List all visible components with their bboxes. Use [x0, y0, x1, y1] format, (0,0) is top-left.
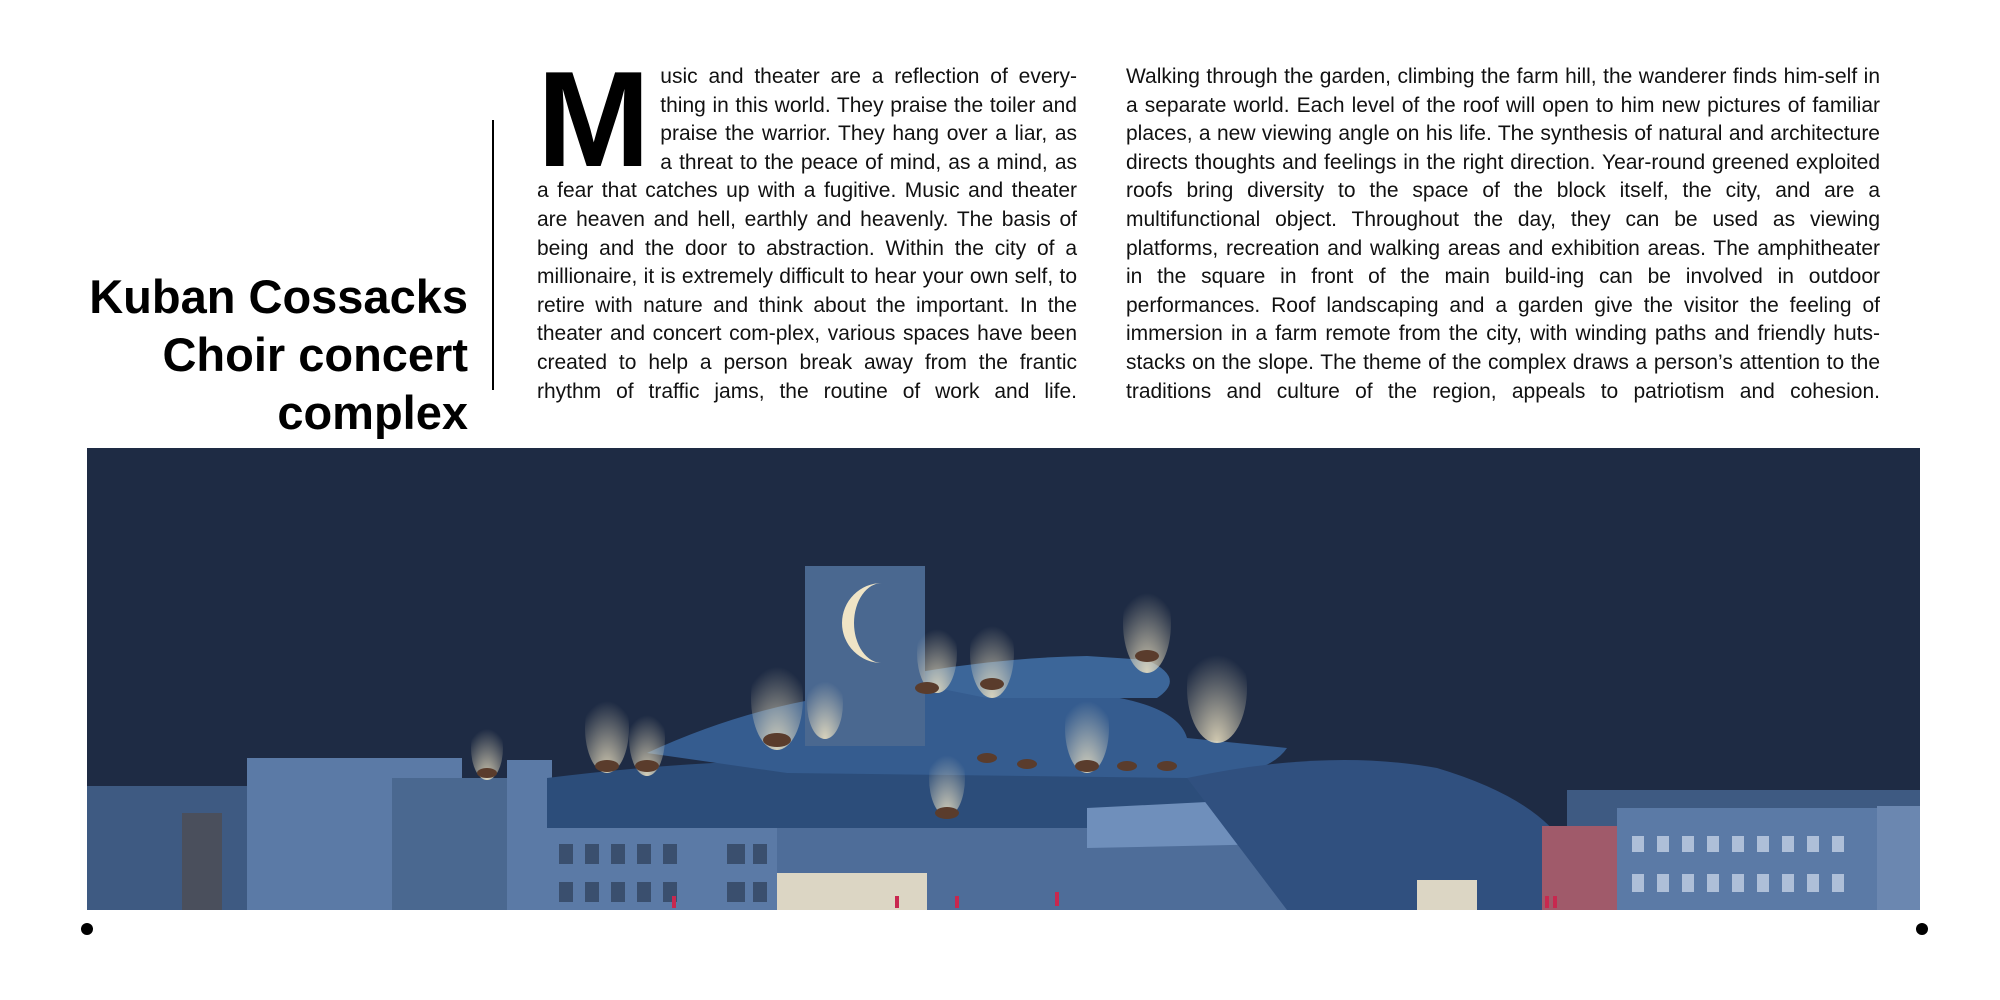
- vertical-divider: [492, 120, 494, 390]
- right-edge-building: [1877, 806, 1920, 910]
- paragraph-left: usic and theater are a reflection of every-thing in this world. They praise the toiler and praise the warrior. They hang over a liar, as a threat to the peace of mind, as a mind, as a fear that catches up with a fugitive. Music and theater are heaven and hell, earthly and heavenly. The basis of being and the door to abstraction. Within the city of a millionaire, it is extremely difficult to hear your own self, to retire with nature and think about the important. In the theater and concert com-plex, various spaces have been created to help a person break away from the frantic rhythm of traffic jams, the routine of work and life.: [537, 65, 1077, 403]
- left-block: [507, 760, 552, 910]
- left-facade: [392, 778, 517, 910]
- right-building: [1617, 808, 1887, 910]
- text-column-left: [537, 43, 1077, 406]
- corner-dot-right: [1916, 923, 1928, 935]
- drop-cap: M: [537, 43, 651, 195]
- night-elevation-illustration: [87, 448, 1920, 910]
- title-line-1: Kuban Cossacks: [89, 270, 468, 323]
- ground-glazing-right: [1417, 880, 1477, 910]
- left-back-building: [87, 786, 247, 910]
- title-line-3: complex: [277, 386, 468, 439]
- page-title: [40, 268, 468, 442]
- ground-glazing: [777, 873, 927, 910]
- text-column-right: [1126, 63, 1880, 406]
- left-tower: [182, 813, 222, 910]
- corner-dot-left: [81, 923, 93, 935]
- title-line-2: Choir concert: [162, 328, 468, 381]
- paragraph-right: Walking through the garden, climbing the farm hill, the wanderer finds him-self in a separate world. Each level of the roof will open to him new pictures of familiar places, a new viewing angle on his life. The synthesis of natural and architecture directs thoughts and feelings in the right direction. Year-round greened exploited roofs bring diversity to the space of the block itself, the city, and are a multifunctional object. Throughout the day, they can be used as viewing platforms, recreation and walking areas and exhibition areas. The amphitheater in the square in front of the main build-ing can be involved in outdoor performances. Roof landscaping and a garden give the visitor the feeling of immersion in a farm remote from the city, with winding paths and friendly huts-stacks on the slope. The theme of the complex draws a person’s attention to the traditions and culture of the region, appeals to patriotism and cohesion.: [1126, 65, 1880, 403]
